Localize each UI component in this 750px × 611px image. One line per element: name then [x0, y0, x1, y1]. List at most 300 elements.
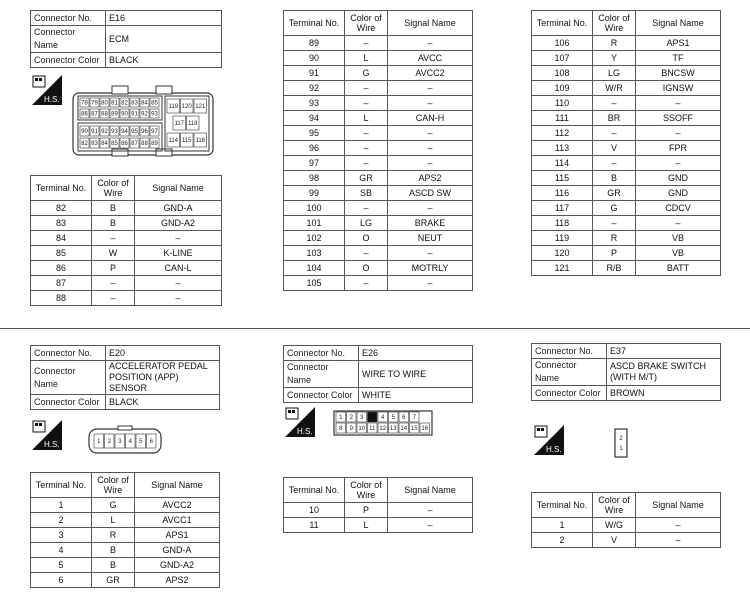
terminal-cell: 11 [284, 518, 345, 533]
wire-color-cell: L [92, 513, 135, 528]
signal-name-cell: BATT [636, 261, 721, 276]
pin-label: 91 [131, 111, 138, 118]
terminal-cell: 88 [31, 291, 92, 306]
signal-name-cell: – [636, 96, 721, 111]
table-row [31, 201, 222, 216]
table-row [532, 171, 721, 186]
pin-label: 87 [131, 141, 138, 148]
signal-name-cell: NEUT [388, 231, 473, 246]
connector-name-value: WIRE TO WIRE [359, 361, 473, 388]
table-row [532, 533, 721, 548]
pin-label: 89 [111, 111, 118, 118]
terminal-cell: 111 [532, 111, 593, 126]
connector-no-value: E37 [607, 344, 721, 359]
hs-icon [32, 420, 62, 450]
pin-label: 89 [151, 141, 158, 148]
pin-label: 86 [81, 111, 88, 118]
connector-name-label: Connector Name [284, 361, 359, 388]
pin-label: 90 [81, 129, 88, 136]
signal-name-cell: GND-A2 [135, 558, 220, 573]
table-row [31, 291, 222, 306]
signal-header: Signal Name [388, 11, 473, 36]
signal-name-cell: – [388, 518, 473, 533]
table-row [284, 126, 473, 141]
table-row [532, 201, 721, 216]
pin-label: 4 [128, 439, 132, 446]
wire-color-cell: G [593, 201, 636, 216]
signal-name-cell: AVCC1 [135, 513, 220, 528]
terminal-cell: 93 [284, 96, 345, 111]
signal-name-cell: APS2 [135, 573, 220, 588]
terminal-cell: 113 [532, 141, 593, 156]
wire-color-cell: – [345, 276, 388, 291]
signal-name-cell: CAN-L [135, 261, 222, 276]
wire-color-cell: O [345, 231, 388, 246]
wire-color-cell: B [593, 171, 636, 186]
table-row [284, 261, 473, 276]
table-row [532, 518, 721, 533]
connector-color-label: Connector Color [284, 388, 359, 403]
wire-color-cell: – [345, 96, 388, 111]
signal-name-cell: – [135, 231, 222, 246]
connector-color-label: Connector Color [532, 386, 607, 401]
hs-label: H.S. [546, 445, 562, 454]
pin-label: 114 [168, 138, 179, 145]
table-row [31, 558, 220, 573]
pin-label: 3 [360, 415, 364, 422]
table-row [532, 51, 721, 66]
color-header: Color of Wire [345, 478, 388, 503]
connector-no-label: Connector No. [31, 346, 106, 361]
terminal-cell: 4 [31, 543, 92, 558]
wire-color-cell: L [345, 111, 388, 126]
signal-name-cell: GND-A [135, 543, 220, 558]
pin-label: 80 [101, 100, 108, 107]
signal-name-cell: GND-A2 [135, 216, 222, 231]
terminal-cell: 120 [532, 246, 593, 261]
pin-label: 2 [619, 436, 623, 442]
table-row [532, 111, 721, 126]
terminal-header: Terminal No. [284, 11, 345, 36]
pin-label: 7 [412, 415, 416, 422]
section-divider [0, 328, 750, 329]
terminal-cell: 119 [532, 231, 593, 246]
pin-label: 78 [81, 100, 88, 107]
table-row [532, 36, 721, 51]
signal-name-cell: AVCC2 [135, 498, 220, 513]
table-row [532, 66, 721, 81]
connector-no-value: E26 [359, 346, 473, 361]
table-row [284, 201, 473, 216]
wire-color-cell: – [92, 231, 135, 246]
signal-name-cell: – [388, 503, 473, 518]
signal-name-cell: IGNSW [636, 81, 721, 96]
signal-name-cell: ASCD SW [388, 186, 473, 201]
terminal-cell: 107 [532, 51, 593, 66]
pin-label: 4 [381, 415, 385, 422]
terminal-cell: 101 [284, 216, 345, 231]
signal-name-cell: APS2 [388, 171, 473, 186]
terminal-cell: 91 [284, 66, 345, 81]
signal-name-cell: GND [636, 171, 721, 186]
terminal-cell: 2 [31, 513, 92, 528]
connector-color-value: BLACK [106, 395, 220, 410]
table-row [31, 573, 220, 588]
color-header: Color of Wire [345, 11, 388, 36]
terminal-cell: 102 [284, 231, 345, 246]
table-row [31, 513, 220, 528]
pin-label: 85 [151, 100, 158, 107]
e20-connector-face [88, 425, 162, 455]
terminal-cell: 109 [532, 81, 593, 96]
pin-label: 115 [181, 138, 192, 145]
table-row [284, 216, 473, 231]
table-row [31, 216, 222, 231]
wire-color-cell: O [345, 261, 388, 276]
wire-color-cell: R [92, 528, 135, 543]
table-header-row [284, 11, 473, 36]
pin-label: 119 [168, 104, 179, 111]
connector-name-label: Connector Name [532, 359, 607, 386]
pin-label: 88 [101, 111, 108, 118]
table-header-row [31, 473, 220, 498]
pin-label: 9 [349, 426, 353, 433]
wire-color-cell: G [345, 66, 388, 81]
connector-name-value: ACCELERATOR PEDAL POSITION (APP) SENSOR [106, 361, 220, 395]
table-row [532, 186, 721, 201]
e16-signal-table-b [283, 10, 473, 291]
table-row [284, 111, 473, 126]
table-row [31, 498, 220, 513]
signal-name-cell: – [388, 276, 473, 291]
pin-label: 13 [389, 426, 397, 433]
pin-label: 85 [111, 141, 118, 148]
table-row [284, 246, 473, 261]
pin-label: 87 [91, 111, 98, 118]
wire-color-cell: – [345, 246, 388, 261]
signal-name-cell: FPR [636, 141, 721, 156]
table-row [284, 503, 473, 518]
connector-no-label: Connector No. [284, 346, 359, 361]
pin-label: 93 [151, 111, 158, 118]
connector-name-value: ASCD BRAKE SWITCH (WITH M/T) [607, 359, 721, 386]
wire-color-cell: SB [345, 186, 388, 201]
pin-label: 117 [174, 121, 185, 128]
wire-color-cell: P [345, 503, 388, 518]
table-row [532, 261, 721, 276]
connector-color-row [284, 388, 473, 403]
hs-label: H.S. [44, 440, 60, 449]
signal-name-cell: GND [636, 186, 721, 201]
hs-label: H.S. [297, 427, 313, 436]
terminal-cell: 6 [31, 573, 92, 588]
table-row [31, 528, 220, 543]
e20-connector-info [30, 345, 220, 410]
e37-signal-table [531, 492, 721, 548]
table-row [284, 66, 473, 81]
wire-color-cell: R [593, 231, 636, 246]
signal-name-cell: – [636, 216, 721, 231]
table-row [284, 518, 473, 533]
signal-header: Signal Name [135, 473, 220, 498]
signal-name-cell: – [388, 156, 473, 171]
table-row [31, 543, 220, 558]
pin-label: 16 [421, 426, 429, 433]
wire-color-cell: Y [593, 51, 636, 66]
table-row [532, 126, 721, 141]
pin-label: 90 [121, 111, 128, 118]
table-row [532, 81, 721, 96]
connector-name-label: Connector Name [31, 26, 106, 53]
wire-color-cell: V [593, 141, 636, 156]
table-row [532, 216, 721, 231]
terminal-cell: 89 [284, 36, 345, 51]
connector-color-value: BLACK [106, 53, 222, 68]
wire-color-cell: GR [92, 573, 135, 588]
pin-label: 12 [379, 426, 387, 433]
pin-label: 84 [141, 100, 148, 107]
terminal-header: Terminal No. [284, 478, 345, 503]
pin-label: 1 [619, 446, 623, 452]
signal-name-cell: CDCV [636, 201, 721, 216]
pin-label: 88 [141, 141, 148, 148]
wire-color-cell: G [92, 498, 135, 513]
terminal-cell: 92 [284, 81, 345, 96]
terminal-header: Terminal No. [532, 493, 593, 518]
hs-icon [285, 407, 315, 437]
signal-name-cell: BNCSW [636, 66, 721, 81]
signal-name-cell: – [636, 126, 721, 141]
color-header: Color of Wire [92, 176, 135, 201]
terminal-cell: 115 [532, 171, 593, 186]
table-row [532, 96, 721, 111]
signal-name-cell: – [388, 246, 473, 261]
table-header-row [31, 176, 222, 201]
pin-label: 1 [339, 415, 343, 422]
terminal-cell: 90 [284, 51, 345, 66]
table-row [31, 231, 222, 246]
e16-connector-info [30, 10, 222, 68]
signal-header: Signal Name [135, 176, 222, 201]
connector-color-value: WHITE [359, 388, 473, 403]
terminal-cell: 117 [532, 201, 593, 216]
pin-label: 5 [391, 415, 395, 422]
terminal-cell: 86 [31, 261, 92, 276]
connector-no-value: E16 [106, 11, 222, 26]
terminal-cell: 2 [532, 533, 593, 548]
connector-color-value: BROWN [607, 386, 721, 401]
signal-name-cell: APS1 [135, 528, 220, 543]
wire-color-cell: B [92, 543, 135, 558]
pin-label: 5 [139, 439, 143, 446]
terminal-cell: 82 [31, 201, 92, 216]
e16-connector-face [72, 85, 214, 157]
table-row [284, 96, 473, 111]
signal-name-cell: – [388, 96, 473, 111]
wire-color-cell: R/B [593, 261, 636, 276]
connector-name-row [532, 359, 721, 386]
wire-color-cell: – [593, 156, 636, 171]
connector-color-row [31, 53, 222, 68]
wire-color-cell: – [92, 291, 135, 306]
pin-label: 86 [121, 141, 128, 148]
color-header: Color of Wire [92, 473, 135, 498]
signal-name-cell: – [388, 126, 473, 141]
wire-color-cell: L [345, 518, 388, 533]
pin-label: 6 [402, 415, 406, 422]
connector-name-value: ECM [106, 26, 222, 53]
terminal-cell: 85 [31, 246, 92, 261]
connector-name-row [31, 361, 220, 395]
wire-color-cell: W/R [593, 81, 636, 96]
connector-no-row [532, 344, 721, 359]
wire-color-cell: L [345, 51, 388, 66]
connector-color-label: Connector Color [31, 53, 106, 68]
pin-label: 6 [149, 439, 153, 446]
signal-header: Signal Name [636, 493, 721, 518]
table-row [31, 276, 222, 291]
signal-header: Signal Name [636, 11, 721, 36]
signal-name-cell: – [135, 276, 222, 291]
pin-label: 11 [369, 426, 376, 433]
table-row [284, 231, 473, 246]
e37-connector-info [531, 343, 721, 401]
signal-header: Signal Name [388, 478, 473, 503]
pin-label: 121 [195, 104, 206, 111]
pin-label: 96 [141, 129, 148, 136]
e26-connector-face [333, 410, 433, 436]
signal-name-cell: VB [636, 231, 721, 246]
pin-label: 92 [141, 111, 148, 118]
pin-label: 8 [339, 426, 343, 433]
wire-color-cell: V [593, 533, 636, 548]
wire-color-cell: R [593, 36, 636, 51]
e37-connector-face [614, 428, 628, 458]
e26-signal-table [283, 477, 473, 533]
connector-no-row [31, 346, 220, 361]
terminal-cell: 1 [532, 518, 593, 533]
e26-connector-info [283, 345, 473, 403]
wire-color-cell: – [345, 126, 388, 141]
pin-label: 97 [151, 129, 158, 136]
connector-color-row [532, 386, 721, 401]
hs-label: H.S. [44, 95, 60, 104]
wire-color-cell: W/G [593, 518, 636, 533]
terminal-cell: 84 [31, 231, 92, 246]
pin-label: 83 [131, 100, 138, 107]
signal-name-cell: K-LINE [135, 246, 222, 261]
wire-color-cell: BR [593, 111, 636, 126]
signal-name-cell: – [388, 141, 473, 156]
signal-name-cell: – [388, 81, 473, 96]
pin-label: 82 [121, 100, 128, 107]
table-row [532, 156, 721, 171]
table-row [284, 81, 473, 96]
connector-color-label: Connector Color [31, 395, 106, 410]
pin-label: 116 [195, 138, 206, 145]
color-header: Color of Wire [593, 493, 636, 518]
terminal-cell: 95 [284, 126, 345, 141]
terminal-cell: 112 [532, 126, 593, 141]
table-row [284, 186, 473, 201]
wire-color-cell: B [92, 201, 135, 216]
pin-label: 84 [101, 141, 108, 148]
connector-no-label: Connector No. [31, 11, 106, 26]
table-row [284, 36, 473, 51]
pin-label: 91 [91, 129, 98, 136]
pin-label: 93 [111, 129, 118, 136]
table-row [532, 231, 721, 246]
signal-name-cell: CAN-H [388, 111, 473, 126]
pin-label: 3 [118, 439, 122, 446]
terminal-cell: 103 [284, 246, 345, 261]
color-header: Color of Wire [593, 11, 636, 36]
terminal-cell: 106 [532, 36, 593, 51]
terminal-cell: 105 [284, 276, 345, 291]
signal-name-cell: AVCC [388, 51, 473, 66]
signal-name-cell: TF [636, 51, 721, 66]
connector-name-row [284, 361, 473, 388]
signal-name-cell: – [135, 291, 222, 306]
table-row [284, 171, 473, 186]
terminal-cell: 99 [284, 186, 345, 201]
signal-name-cell: AVCC2 [388, 66, 473, 81]
table-row [31, 261, 222, 276]
terminal-cell: 121 [532, 261, 593, 276]
terminal-cell: 96 [284, 141, 345, 156]
table-row [284, 141, 473, 156]
table-row [31, 246, 222, 261]
wire-color-cell: – [593, 216, 636, 231]
pin-label: 81 [111, 100, 118, 107]
terminal-cell: 97 [284, 156, 345, 171]
table-row [284, 51, 473, 66]
connector-no-row [284, 346, 473, 361]
pin-label: 118 [187, 121, 198, 128]
signal-name-cell: MOTRLY [388, 261, 473, 276]
wire-color-cell: P [593, 246, 636, 261]
wire-color-cell: – [593, 126, 636, 141]
terminal-cell: 10 [284, 503, 345, 518]
pin-label: 120 [181, 104, 192, 111]
wire-color-cell: B [92, 216, 135, 231]
pin-label: 92 [101, 129, 108, 136]
terminal-header: Terminal No. [31, 473, 92, 498]
connector-color-row [31, 395, 220, 410]
pin-label: 1 [97, 439, 101, 446]
wire-color-cell: GR [345, 171, 388, 186]
terminal-cell: 118 [532, 216, 593, 231]
pin-label: 14 [400, 426, 408, 433]
wire-color-cell: W [92, 246, 135, 261]
terminal-cell: 5 [31, 558, 92, 573]
wire-color-cell: – [345, 156, 388, 171]
terminal-cell: 98 [284, 171, 345, 186]
wire-color-cell: P [92, 261, 135, 276]
terminal-cell: 108 [532, 66, 593, 81]
signal-name-cell: – [388, 201, 473, 216]
signal-name-cell: SSOFF [636, 111, 721, 126]
table-header-row [532, 11, 721, 36]
signal-name-cell: VB [636, 246, 721, 261]
terminal-cell: 114 [532, 156, 593, 171]
table-row [284, 276, 473, 291]
terminal-cell: 1 [31, 498, 92, 513]
hs-icon [534, 425, 564, 455]
e20-signal-table [30, 472, 220, 588]
connector-no-value: E20 [106, 346, 220, 361]
signal-name-cell: – [636, 518, 721, 533]
